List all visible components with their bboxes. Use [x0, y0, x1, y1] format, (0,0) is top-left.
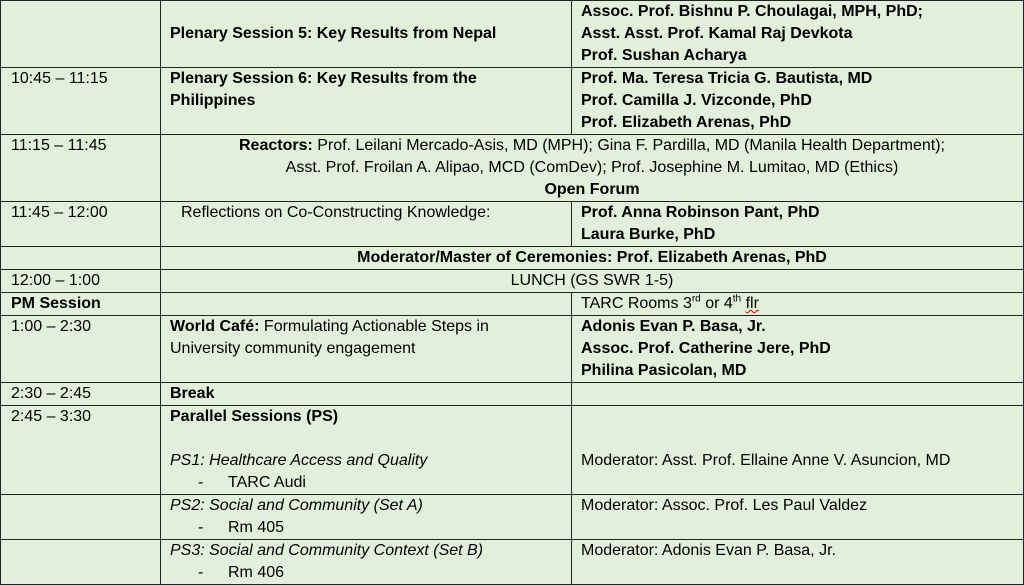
- table-row: [1, 68, 1024, 135]
- time-cell: 1:00 – 2:30: [1, 316, 161, 383]
- time-cell: 2:45 – 3:30: [1, 406, 161, 495]
- speakers-cell: Prof. Ma. Teresa Tricia G. Bautista, MD Prof. Camilla J. Vizconde, PhD Prof. Elizabeth Arenas, PhD: [572, 68, 1024, 135]
- time-cell: 11:15 – 11:45: [1, 135, 161, 202]
- ps3-room: Rm 406: [228, 564, 285, 581]
- moderator-cell: Moderator: Assoc. Prof. Les Paul Valdez: [572, 495, 1024, 540]
- empty-cell: [161, 293, 572, 316]
- speakers-cell: Assoc. Prof. Bishnu P. Choulagai, MPH, PhD; Asst. Asst. Prof. Kamal Raj Devkota Prof. Sushan Acharya: [572, 1, 1024, 68]
- moderator-mc: Moderator/Master of Ceremonies: Prof. Elizabeth Arenas, PhD: [161, 247, 1024, 270]
- time-cell: [1, 495, 161, 540]
- session-title: Reflections on Co-Constructing Knowledge:: [161, 202, 572, 247]
- reactors-cell: [161, 135, 1024, 202]
- moderator-cell: Moderator: Asst. Prof. Ellaine Anne V. Asuncion, MD: [572, 406, 1024, 495]
- session-title: World Café: Formulating Actionable Steps in University community engagement: [161, 316, 572, 383]
- reactors-line1: Prof. Leilani Mercado-Asis, MD (MPH); Gina F. Pardilla, MD (Manila Health Department);: [312, 137, 945, 154]
- session-title: Plenary Session 6: Key Results from the Philippines: [161, 68, 572, 135]
- time-cell: 10:45 – 11:15: [1, 68, 161, 135]
- ps3-title: PS3: Social and Community Context (Set B): [170, 542, 484, 559]
- table-row: [1, 540, 1024, 585]
- reactors-label: Reactors:: [239, 137, 313, 154]
- ps1-title: PS1: Healthcare Access and Quality: [170, 452, 428, 469]
- table-row: [1, 270, 1024, 293]
- speakers-cell: Adonis Evan P. Basa, Jr. Assoc. Prof. Catherine Jere, PhD Philina Pasicolan, MD: [572, 316, 1024, 383]
- empty-cell: [572, 383, 1024, 406]
- lunch-cell: LUNCH (GS SWR 1-5): [161, 270, 1024, 293]
- session-title: Break: [161, 383, 572, 406]
- time-cell: 11:45 – 12:00: [1, 202, 161, 247]
- ps2-room: Rm 405: [228, 519, 285, 536]
- table-row: [1, 406, 1024, 495]
- open-forum: Open Forum: [544, 181, 640, 198]
- rooms-cell: TARC Rooms 3rd or 4th flr: [572, 293, 1024, 316]
- time-cell: 2:30 – 2:45: [1, 383, 161, 406]
- reactors-line2: Asst. Prof. Froilan A. Alipao, MCD (ComDev); Prof. Josephine M. Lumitao, MD (Ethics): [285, 159, 899, 176]
- time-cell: [1, 540, 161, 585]
- table-row: [1, 495, 1024, 540]
- ps2-cell: PS2: Social and Community (Set A) - Rm 405: [161, 495, 572, 540]
- ps3-cell: PS3: Social and Community Context (Set B) - Rm 406: [161, 540, 572, 585]
- moderator-cell: Moderator: Adonis Evan P. Basa, Jr.: [572, 540, 1024, 585]
- time-cell: 12:00 – 1:00: [1, 270, 161, 293]
- time-cell: [1, 1, 161, 68]
- table-row: [1, 135, 1024, 202]
- session-title: Plenary Session 5: Key Results from Nepal: [161, 1, 572, 68]
- ps2-title: PS2: Social and Community (Set A): [170, 497, 423, 514]
- time-cell: [1, 247, 161, 270]
- table-row: [1, 247, 1024, 270]
- table-row: [1, 383, 1024, 406]
- ps1-room: TARC Audi: [228, 474, 306, 491]
- parallel-sessions-cell: Parallel Sessions (PS) PS1: Healthcare Access and Quality - TARC Audi: [161, 406, 572, 495]
- table-row: [1, 1, 1024, 68]
- speakers-cell: Prof. Anna Robinson Pant, PhD Laura Burke, PhD: [572, 202, 1024, 247]
- table-row: [1, 293, 1024, 316]
- time-cell: PM Session: [1, 293, 161, 316]
- table-row: [1, 202, 1024, 247]
- table-row: [1, 316, 1024, 383]
